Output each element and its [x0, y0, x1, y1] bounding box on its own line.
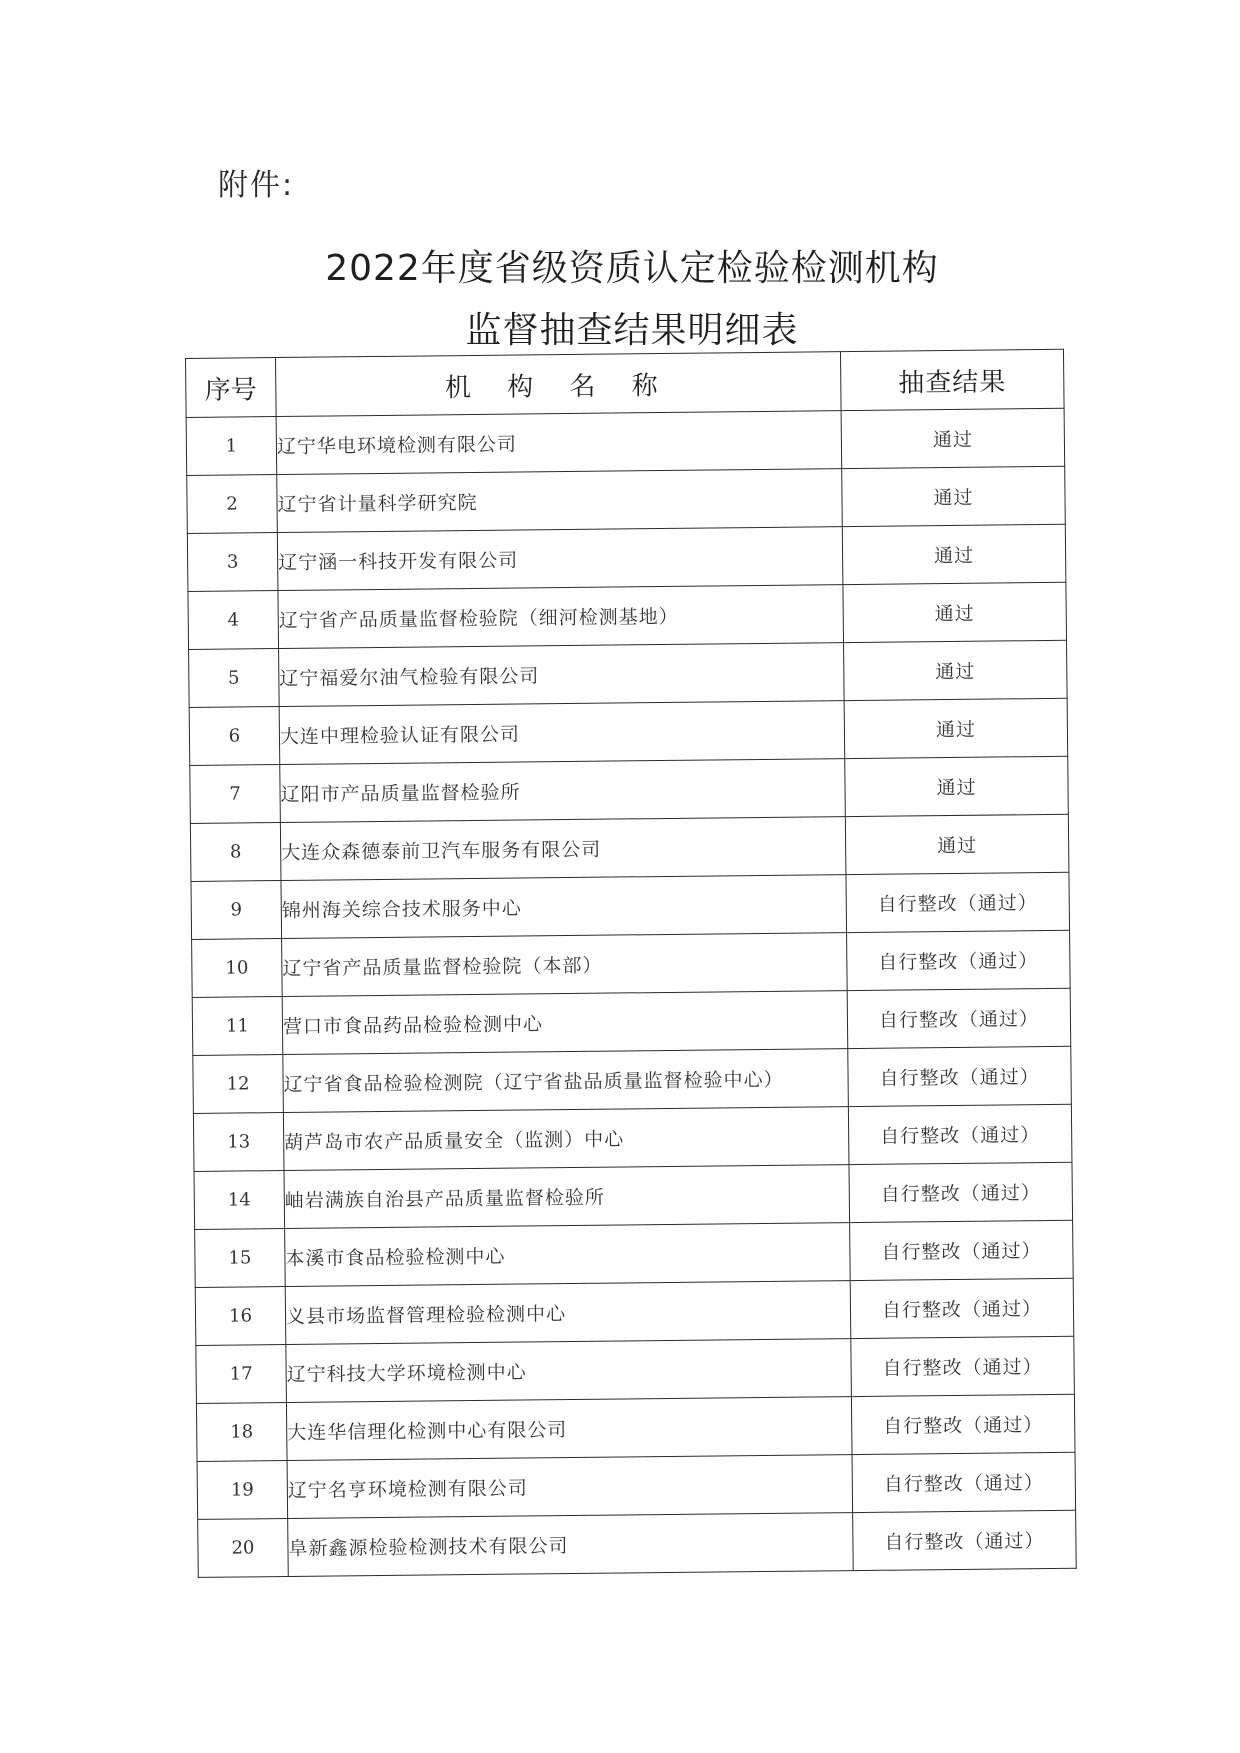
row-inspection-result: 通过	[842, 524, 1066, 584]
row-serial-number: 16	[195, 1287, 286, 1346]
row-serial-number: 5	[189, 649, 280, 708]
document-title-line-1: 2022年度省级资质认定检验检测机构	[325, 248, 939, 289]
row-institution-name: 阜新鑫源检验检测技术有限公司	[288, 1513, 854, 1577]
row-serial-number: 15	[195, 1229, 286, 1288]
row-inspection-result: 通过	[844, 640, 1068, 700]
row-serial-number: 3	[187, 533, 278, 592]
document-title-line-2: 监督抽查结果明细表	[465, 310, 799, 351]
header-inspection-result: 抽查结果	[840, 349, 1064, 410]
row-inspection-result: 自行整改（通过）	[848, 1046, 1072, 1106]
row-inspection-result: 通过	[844, 698, 1068, 758]
row-serial-number: 17	[196, 1344, 287, 1403]
row-institution-name: 辽宁省食品检验检测院（辽宁省盐品质量监督检验中心）	[283, 1049, 849, 1113]
row-institution-name: 辽宁科技大学环境检测中心	[286, 1339, 852, 1403]
table-row	[192, 988, 1071, 1055]
table-row	[193, 1104, 1072, 1171]
row-serial-number: 12	[193, 1055, 284, 1114]
attachment-label: 附件:	[218, 168, 295, 203]
row-inspection-result: 自行整改（通过）	[851, 1336, 1075, 1396]
table-row	[188, 582, 1067, 649]
row-institution-name: 葫芦岛市农产品质量安全（监测）中心	[283, 1107, 849, 1171]
header-institution-name: 机 构 名 称	[276, 352, 842, 417]
row-inspection-result: 自行整改（通过）	[847, 988, 1071, 1048]
row-institution-name: 本溪市食品检验检测中心	[285, 1223, 851, 1287]
row-inspection-result: 自行整改（通过）	[849, 1162, 1073, 1222]
row-serial-number: 13	[193, 1113, 284, 1172]
row-institution-name: 辽宁福爱尔油气检验有限公司	[279, 643, 845, 707]
row-serial-number: 2	[187, 475, 278, 534]
row-institution-name: 大连众森德泰前卫汽车服务有限公司	[280, 817, 846, 881]
table-row	[187, 466, 1066, 533]
row-serial-number: 7	[190, 765, 281, 824]
table-body	[186, 408, 1076, 1577]
table-row	[196, 1336, 1075, 1403]
row-inspection-result: 自行整改（通过）	[850, 1278, 1074, 1338]
row-serial-number: 14	[194, 1171, 285, 1230]
row-serial-number: 19	[197, 1460, 288, 1519]
results-table	[185, 349, 1077, 1578]
table-header-row	[186, 349, 1065, 417]
table-row	[196, 1394, 1075, 1461]
row-serial-number: 9	[191, 881, 282, 940]
row-institution-name: 大连中理检验认证有限公司	[279, 701, 845, 765]
table-row	[191, 872, 1070, 939]
table-row	[195, 1278, 1074, 1345]
row-institution-name: 辽宁涵一科技开发有限公司	[277, 527, 843, 591]
header-serial-number: 序号	[186, 358, 277, 418]
table-row	[189, 698, 1068, 765]
row-institution-name: 辽宁省计量科学研究院	[277, 469, 843, 533]
row-institution-name: 营口市食品药品检验检测中心	[282, 991, 848, 1055]
row-inspection-result: 自行整改（通过）	[850, 1220, 1074, 1280]
row-inspection-result: 自行整改（通过）	[848, 1104, 1072, 1164]
row-inspection-result: 自行整改（通过）	[853, 1510, 1077, 1570]
table-row	[198, 1510, 1077, 1577]
row-institution-name: 岫岩满族自治县产品质量监督检验所	[284, 1165, 850, 1229]
row-institution-name: 锦州海关综合技术服务中心	[281, 875, 847, 939]
row-serial-number: 20	[198, 1518, 289, 1577]
row-institution-name: 大连华信理化检测中心有限公司	[286, 1397, 852, 1461]
row-inspection-result: 通过	[845, 814, 1069, 874]
row-serial-number: 6	[189, 707, 280, 766]
row-institution-name: 辽宁华电环境检测有限公司	[276, 411, 842, 475]
row-institution-name: 辽宁省产品质量监督检验院（细河检测基地）	[278, 585, 844, 649]
row-serial-number: 8	[190, 823, 281, 882]
table-row	[190, 756, 1069, 823]
row-inspection-result: 自行整改（通过）	[847, 930, 1071, 990]
table-row	[197, 1452, 1076, 1519]
table-row	[193, 1046, 1072, 1113]
row-inspection-result: 自行整改（通过）	[851, 1394, 1075, 1454]
table-row	[186, 408, 1065, 475]
row-institution-name: 辽阳市产品质量监督检验所	[280, 759, 846, 823]
row-serial-number: 10	[192, 939, 283, 998]
table-row	[192, 930, 1071, 997]
row-serial-number: 4	[188, 591, 279, 650]
row-institution-name: 义县市场监督管理检验检测中心	[285, 1281, 851, 1345]
row-serial-number: 18	[196, 1402, 287, 1461]
row-inspection-result: 通过	[842, 466, 1066, 526]
table-row	[190, 814, 1069, 881]
row-inspection-result: 通过	[841, 408, 1065, 468]
row-inspection-result: 通过	[845, 756, 1069, 816]
row-institution-name: 辽宁省产品质量监督检验院（本部）	[282, 933, 848, 997]
row-serial-number: 1	[186, 417, 277, 476]
table-row	[195, 1220, 1074, 1287]
row-inspection-result: 通过	[843, 582, 1067, 642]
row-institution-name: 辽宁名亨环境检测有限公司	[287, 1455, 853, 1519]
row-serial-number: 11	[192, 997, 283, 1056]
table-row	[194, 1162, 1073, 1229]
row-inspection-result: 自行整改（通过）	[846, 872, 1070, 932]
table-row	[187, 524, 1066, 591]
table-row	[189, 640, 1068, 707]
row-inspection-result: 自行整改（通过）	[852, 1452, 1076, 1512]
